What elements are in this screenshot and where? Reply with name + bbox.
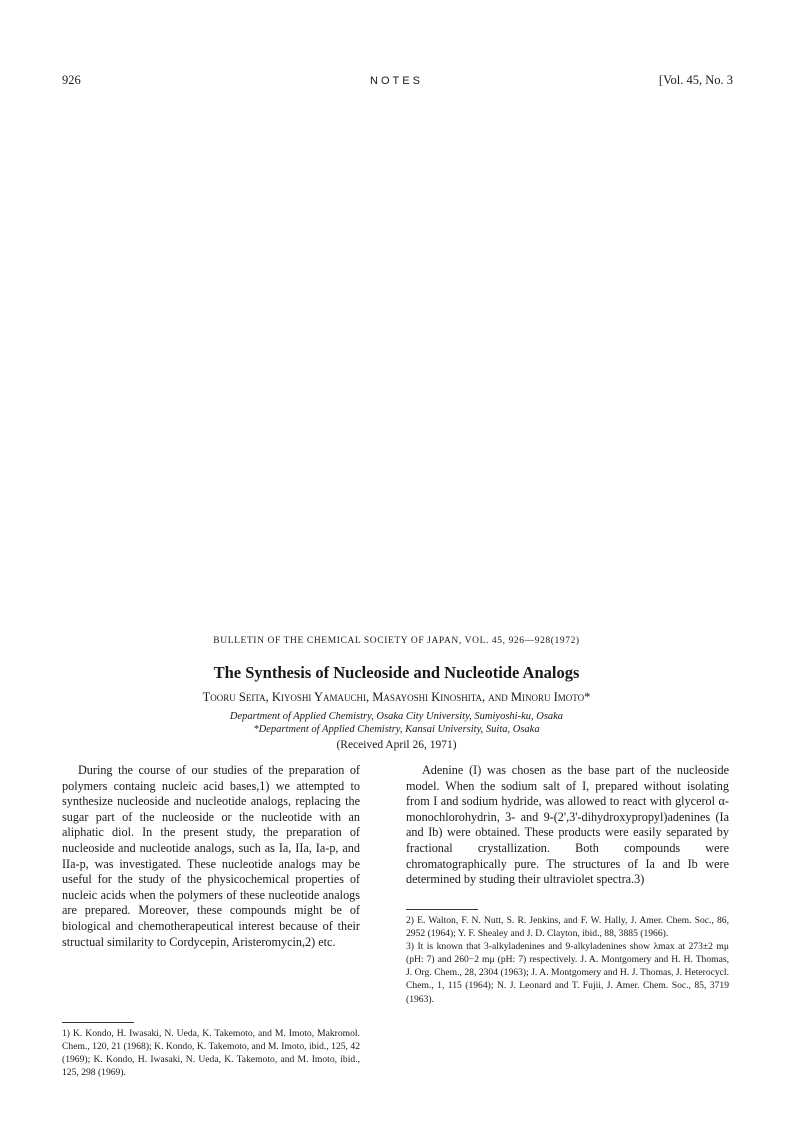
body-paragraph-left: During the course of our studies of the preparation of polymers containg nucleic acid bases,1) we attempted to synthesize nucleoside and nucleotide analogs, replacing the sugar part of the nucleoside or the nucleotide with an aliphatic diol. In the present study, the preparation of nucleoside and nucleotide analogs, such as Ia, IIa, Ia-p, and IIa-p, was investigated. These nucleotide analogs may be useful for the study of the physicochemical properties of nucleic acids when the polymers of these nucleotide analogs are prepared. Moreover, these compounds might be of biological and chemotherapeutical interest because of their structual similarity to Cordycepin, Aristeromycin,2) etc. bbox=[62, 763, 360, 949]
footnote-2: 2) E. Walton, F. N. Nutt, S. R. Jenkins, and F. W. Hally, J. Amer. Chem. Soc., 86, 2952 (1964); Y. F. Shealey and J. D. Clayton, ibid., 88, 3885 (1966). bbox=[406, 915, 729, 940]
article-title: The Synthesis of Nucleoside and Nucleotide Analogs bbox=[213, 663, 580, 682]
affiliation-secondary: *Department of Applied Chemistry, Kansai University, Suita, Osaka bbox=[253, 724, 540, 735]
footnotes-left bbox=[62, 1017, 360, 1079]
footnote-rule bbox=[406, 909, 478, 910]
volume-label: [Vol. 45, No. 3 bbox=[658, 73, 733, 87]
footnote-rule bbox=[62, 1022, 134, 1023]
footnote-1: 1) K. Kondo, H. Iwasaki, N. Ueda, K. Takemoto, and M. Imoto, Makromol. Chem., 120, 21 (1968); K. Kondo, K. Takemoto, and M. Imoto, ibid., 125, 42 (1969); K. Kondo, H. Iwasaki, N. Ueda, K. Takemoto, and M. Imoto, ibid., 125, 298 (1969). bbox=[62, 1028, 360, 1079]
body-paragraph-right: Adenine (I) was chosen as the base part of the nucleoside model. When the sodium salt of I, prepared without isolating from I and sodium hydride, was allowed to react with glycerol α-monochlorohydrin, 3- and 9-(2',3'-dihydroxypropyl)adenines (Ia and Ib) were obtained. These products were easily separated by fractional crystallization. Both compounds were chromatographically pure. The structures of Ia and Ib were determined by studing their ultraviolet spectra.3) bbox=[406, 763, 729, 887]
footnote-3: 3) It is known that 3-alkyladenines and 9-alkyladenines show λmax at 273±2 mμ (pH: 7) and 260−2 mμ (pH: 7) respectively. J. A. Montgomery and H. H. Thomas, J. Org. Chem., 28, 2304 (1963); J. A. Montgomery and H. J. Thomas, J. Heterocycl. Chem., 1, 115 (1964); N. J. Leonard and T. Fujii, J. Amer. Chem. Soc., 85, 3719 (1963). bbox=[406, 941, 729, 1005]
section-header: NOTES bbox=[370, 75, 423, 87]
page-number: 926 bbox=[62, 73, 81, 87]
body-column-right bbox=[406, 763, 729, 888]
affiliation-primary: Department of Applied Chemistry, Osaka City University, Sumiyoshi-ku, Osaka bbox=[229, 711, 564, 722]
footnotes-right bbox=[406, 904, 729, 1006]
author-list: Tooru Seita, Kiyoshi Yamauchi, Masayoshi Kinoshita, and Minoru Imoto* bbox=[202, 690, 591, 704]
body-column-left bbox=[62, 763, 360, 950]
received-date: (Received April 26, 1971) bbox=[336, 739, 457, 751]
journal-citation: BULLETIN OF THE CHEMICAL SOCIETY OF JAPAN, VOL. 45, 926—928(1972) bbox=[213, 636, 580, 646]
